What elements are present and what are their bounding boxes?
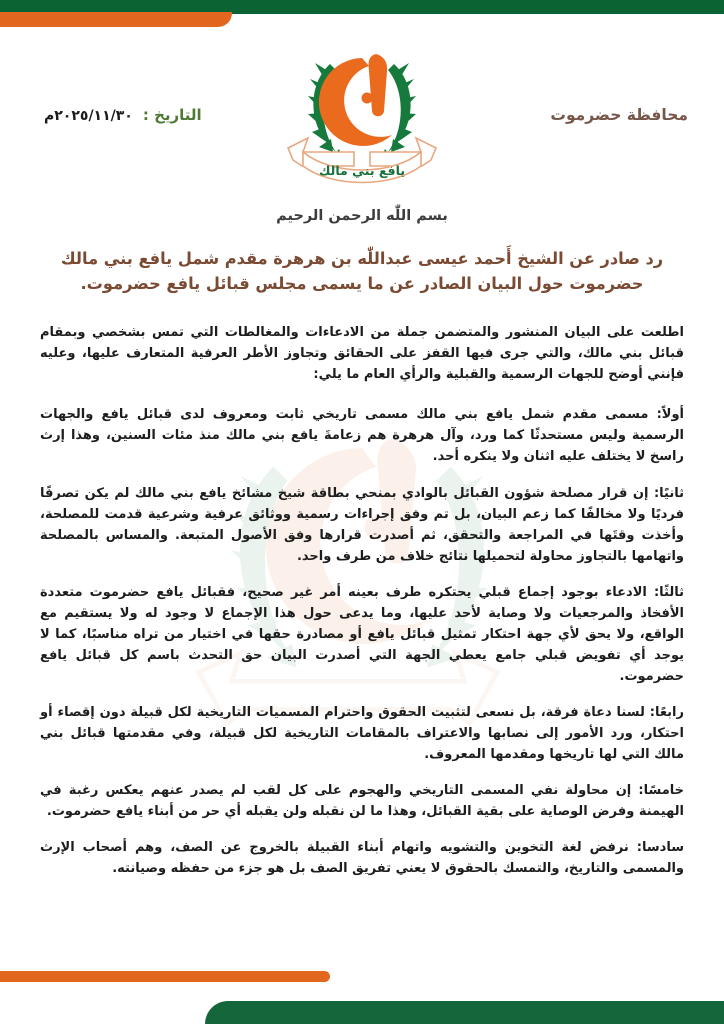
paragraph-fourth: رابعًا: لسنا دعاة فرقة، بل نسعى لتثبيت الحقوق واحترام المسميات التاريخية لكل قبيلة دون إقصاء أو احتكار، ورد الأمور إلى نصابها والاعتراف بالمقامات التاريخية لكل قبيلة، وفي مقدمتها قبائل بني مالك التي لها تاريخها ومقدمها المعروف. xyxy=(40,704,684,763)
paragraph-list xyxy=(40,322,684,879)
paragraph-intro: اطلعت على البيان المنشور والمتضمن جملة من الادعاءات والمغالطات التي تمس بشخصي وبمقام قبائل بني مالك، والتي جرى فيها القفز على الحقائق وتجاوز الأطر العرفية المتعارف عليها، وعليه فإنني أوضح للجهات الرسمية والقبلية والرأي العام ما يلي: xyxy=(40,325,684,383)
organization-emblem xyxy=(272,38,452,188)
paragraph-second: ثانيًا: إن قرار مصلحة شؤون القبائل بالوادي بمنحي بطاقة شيخ مشائخ يافع بني مالك لم يكن تصرفًا فرديًا ولا مخالفًا كما زعم البيان، بل تم وفق إجراءات رسمية ووثائق عرفية وشرعية قدمت للمصلحة، وأخذت وقتَها في المراجعة والتحقق، ثم أصدرت قرارها وفق الأصول المتبعة. والمساس بالمصلحة واتهامها بالتجاوز محاولة لتحميلها نتائج خلاف من طرف واحد. xyxy=(40,485,684,564)
paragraph-first: أولاً: مسمى مقدم شمل يافع بني مالك مسمى تاريخي ثابت ومعروف لدى قبائل يافع والجهات الرسمية وليس مستحدثًا كما ورد، وآل هرهرة هم زعامةَ يافع بني مالك منذ مئات السنين، وهذا إرث راسخ لا يختلف عليه اثنان ولا ينكره أحد. xyxy=(40,407,684,465)
top-orange-bar xyxy=(0,12,232,27)
date-field xyxy=(44,106,202,124)
basmala-line: بسم اللّٰه الرحمن الرحيم xyxy=(276,208,448,224)
page-title xyxy=(40,247,684,296)
governorate-name: محافظة حضرموت xyxy=(550,106,688,124)
bottom-green-shape xyxy=(205,1001,724,1024)
date-value: ٢٠٢٥/١١/٣٠م xyxy=(44,108,133,124)
document-header xyxy=(0,38,724,188)
document-body xyxy=(0,200,724,894)
title-line-1: رد صادر عن الشيخ أَحمد عيسى عبداللّٰه بن هرهرة مقدم شمل يافع بني مالك xyxy=(60,249,664,268)
bottom-orange-bar xyxy=(0,971,330,982)
paragraph-sixth: سادسا: نرفض لغة التخوين والتشويه واتهام أبناء القبيلة بالخروج عن الصف، وهم أصحاب الإرث والمسمى والتاريخ، والتمسك بالحقوق لا يعني تفريق الصف بل هو جزء من حفظه وصيانته. xyxy=(40,840,684,877)
title-line-2: حضرموت حول البيان الصادر عن ما يسمى مجلس قبائل يافع حضرموت. xyxy=(80,273,644,293)
paragraph-third: ثالثًا: الادعاء بوجود إجماع قبلي يحتكره طرف بعينه أمر غير صحيح، فقبائل يافع حضرموت متعددة الأفخاذ والمرجعيات ولا وصاية لأحد عليها، وما يدعى حول هذا الإجماع لا وجود له ولا يستقيم مع الواقع، ولا يحق لأي جهة احتكار تمثيل قبائل يافع أو مصادرة حقها في اختيار من تراه مناسبًا، كما لا يوجد أي تفويض قبلي جامع يعطي الجهة التي أصدرت البيان حق التحدث باسم كل قبائل يافع حضرموت. xyxy=(40,584,684,684)
emblem-motto-text: يافع بني مالك xyxy=(318,163,406,178)
date-label: التاريخ : xyxy=(142,106,202,124)
paragraph-fifth: خامسًا: إن محاولة نفي المسمى التاريخي والهجوم على كل لقب لم يصدر عنهم يعكس رغبة في الهيمنة وفرض الوصاية على بقية القبائل، وهذا ما لن نقبله ولن يقبله أي حر من أبناء يافع حضرموت. xyxy=(40,783,684,820)
